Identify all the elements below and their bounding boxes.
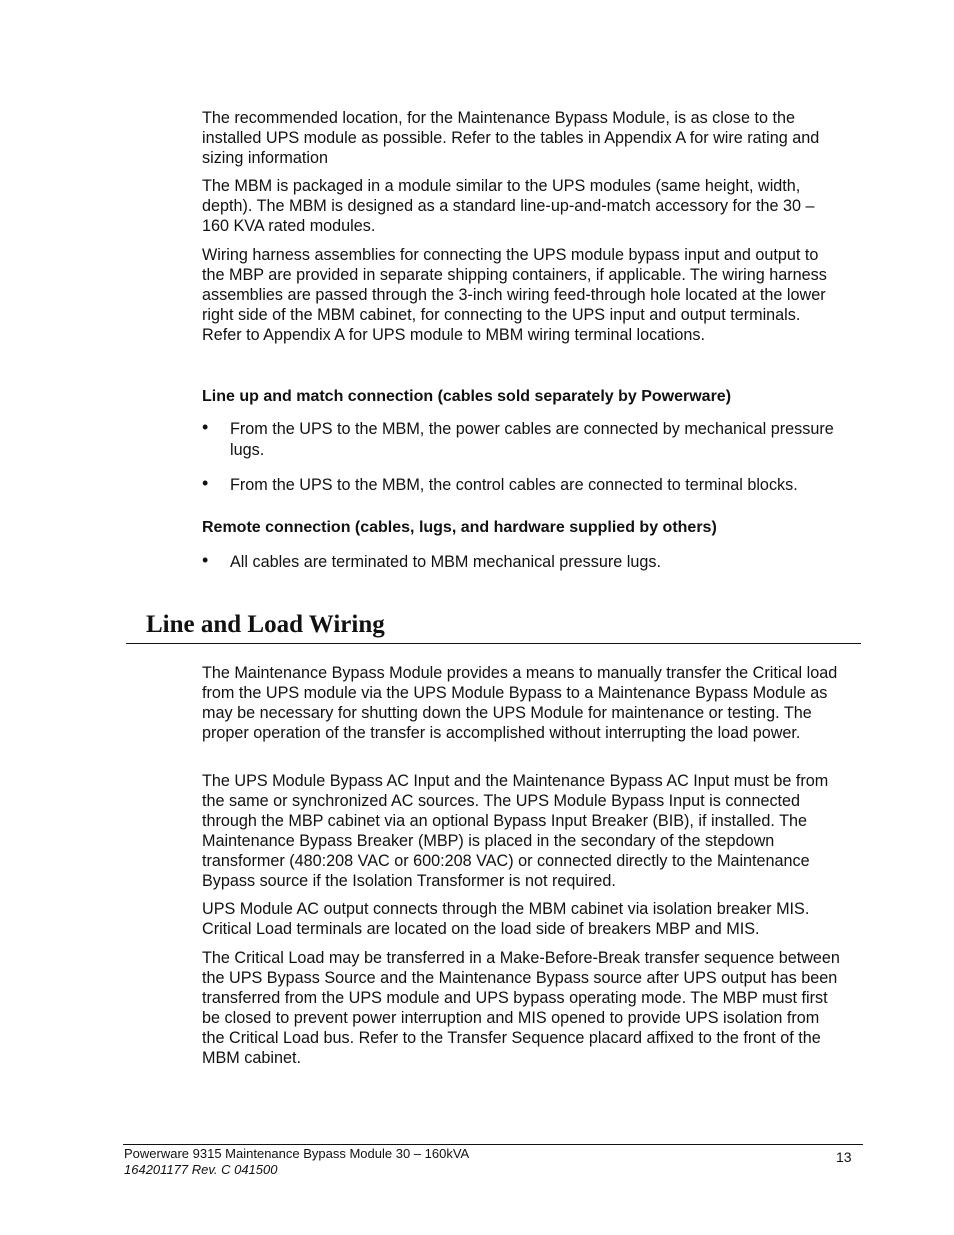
section-paragraph-overview: The Maintenance Bypass Module provides a means to manually transfer the Critical load from the UPS module via the UPS Module Bypass to a Maintenance Bypass Module as may be necessary for shutting down the UPS Module for maintenance or testing. The proper operation of the transfer is accomplished without interrupting the load power. bbox=[202, 664, 838, 742]
section-paragraph-transfer: The Critical Load may be transferred in a Make-Before-Break transfer sequence between the UPS Bypass Source and the Maintenance Bypass source after UPS output has been transferred from the UPS module and UPS bypass operating mode. The MBP must first be closed to prevent power interruption and MIS opened to provide UPS isolation from the Critical Load bus. Refer to the Transfer Sequence placard affixed to the front of the MBM cabinet. bbox=[202, 949, 840, 1067]
lineup-bullet-item bbox=[202, 419, 847, 460]
intro-paragraph-packaging: The MBM is packaged in a module similar to the UPS modules (same height, width, depth). The MBM is designed as a standard line-up-and-match accessory for the 30 – 160 KVA rated modules. bbox=[202, 177, 815, 235]
bullet-text: All cables are terminated to MBM mechanical pressure lugs. bbox=[230, 553, 661, 571]
section-divider bbox=[126, 643, 861, 644]
page-number: 13 bbox=[836, 1149, 852, 1165]
bullet-text: From the UPS to the MBM, the control cables are connected to terminal blocks. bbox=[230, 476, 798, 494]
bullet-text: From the UPS to the MBM, the power cables are connected by mechanical pressure lugs. bbox=[230, 420, 834, 459]
section-paragraph-ac-output: UPS Module AC output connects through the MBM cabinet via isolation breaker MIS. Critical Load terminals are located on the load side of breakers MBP and MIS. bbox=[202, 900, 810, 938]
footer-info bbox=[124, 1146, 469, 1178]
bullet-icon: • bbox=[202, 417, 209, 437]
bullet-icon: • bbox=[202, 550, 209, 570]
footer-title: Powerware 9315 Maintenance Bypass Module 30 – 160kVA bbox=[124, 1146, 470, 1161]
lineup-bullet-item bbox=[202, 475, 847, 496]
remote-bullet-item bbox=[202, 552, 847, 573]
section-title: Line and Load Wiring bbox=[146, 611, 385, 638]
intro-paragraph-wiring-harness: Wiring harness assemblies for connecting the UPS module bypass input and output to the MBP are provided in separate shipping containers, if applicable. The wiring harness assemblies are passed through the 3-inch wiring feed-through hole located at the lower right side of the MBM cabinet, for connecting to the UPS input and output terminals. Refer to Appendix A for UPS module to MBM wiring terminal locations. bbox=[202, 246, 827, 344]
footer-doc-number: 164201177 Rev. C 041500 bbox=[124, 1162, 278, 1177]
section-paragraph-ac-input: The UPS Module Bypass AC Input and the Maintenance Bypass AC Input must be from the same or synchronized AC sources. The UPS Module Bypass Input is connected through the MBP cabinet via an optional Bypass Input Breaker (BIB), if installed. The Maintenance Bypass Breaker (MBP) is placed in the secondary of the stepdown transformer (480:208 VAC or 600:208 VAC) or connected directly to the Maintenance Bypass source if the Isolation Transformer is not required. bbox=[202, 772, 829, 890]
footer-divider bbox=[123, 1144, 863, 1145]
lineup-heading: Line up and match connection (cables sold separately by Powerware) bbox=[202, 388, 732, 405]
bullet-icon: • bbox=[202, 473, 209, 493]
intro-paragraph-location: The recommended location, for the Maintenance Bypass Module, is as close to the installed UPS module as possible. Refer to the tables in Appendix A for wire rating and sizing information bbox=[202, 109, 820, 167]
remote-heading: Remote connection (cables, lugs, and hardware supplied by others) bbox=[202, 519, 717, 536]
